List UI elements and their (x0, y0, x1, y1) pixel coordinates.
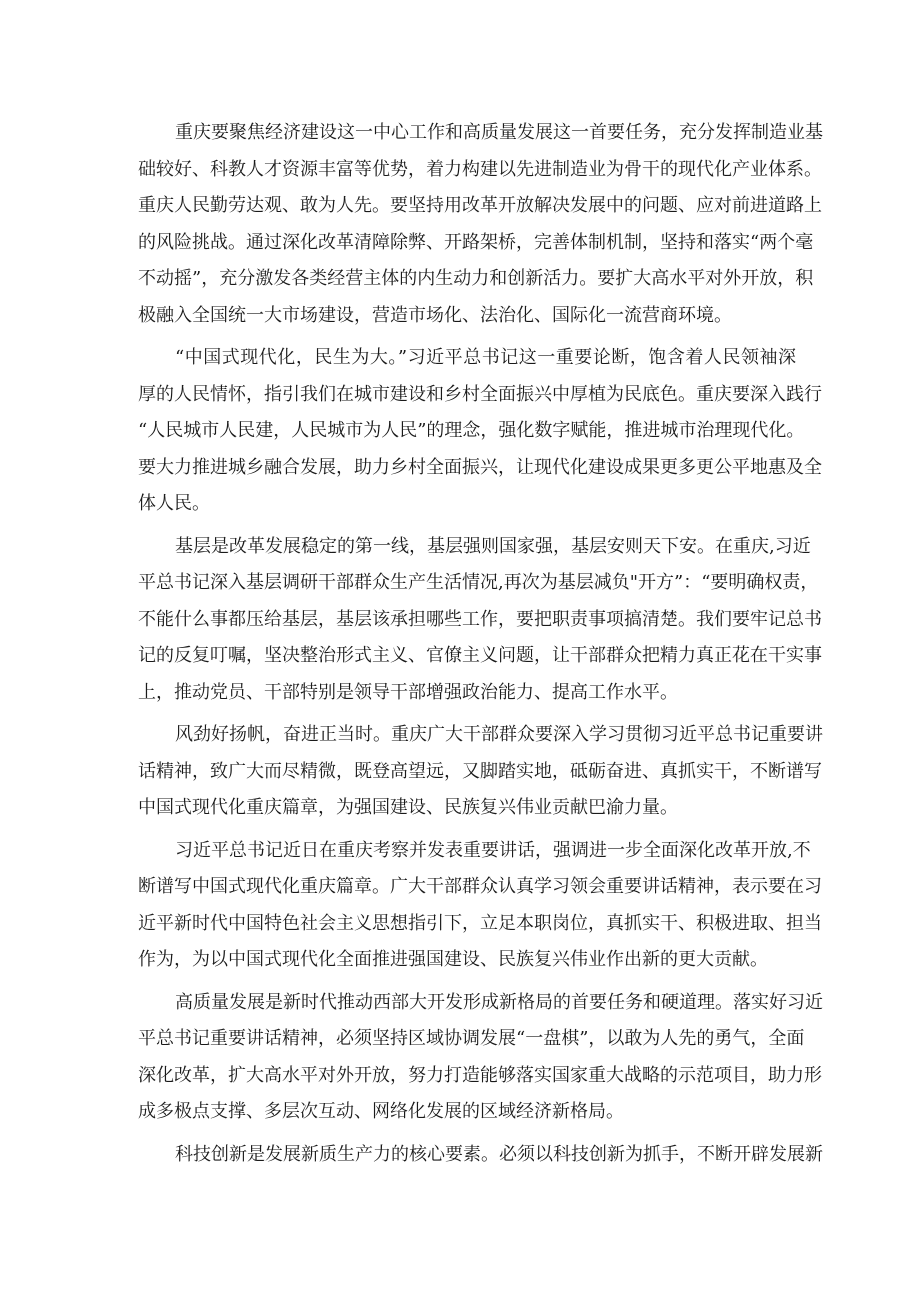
paragraph (138, 717, 823, 827)
text-line: 高质量发展是新时代推动西部大开发形成新格局的首要任务和硬道理。落实好习近 (175, 991, 823, 1013)
paragraph (138, 833, 822, 979)
text-line: 话精神，致广大而尽精微，既登高望远，又脚踏实地，砥砺奋进、真抓实干，不断谱写 (138, 760, 822, 782)
text-line: 重庆人民勤劳达观、敢为人先。要坚持用改革开放解决发展中的问题、应对前进道路上 (138, 195, 822, 216)
text-line: 极融入全国统一大市场建设，营造市场化、法治化、国际化一流营商环境。 (138, 304, 732, 326)
text-line: 的风险挑战。通过深化改革清障除弊、开路架桥，完善体制机制，坚持和落实“两个毫 (138, 231, 814, 253)
text-line: 深化改革，扩大高水平对外开放，努力打造能够落实国家重大战略的示范项目，助力形 (138, 1064, 822, 1086)
text-line: “人民城市人民建，人民城市为人民”的理念，强化数字赋能，推进城市治理现代化。 (138, 420, 805, 441)
text-line: 基层是改革发展稳定的第一线，基层强则国家强，基层安则天下安。在重庆,习近 (175, 535, 811, 557)
text-line: 作为，为以中国式现代化全面推进强国建设、民族复兴伟业作出新的更大贡献。 (138, 949, 768, 970)
text-line: 重庆要聚焦经济建设这一中心工作和高质量发展这一首要任务，充分发挥制造业基 (175, 122, 823, 143)
text-line: 风劲好扬帆，奋进正当时。重庆广大干部群众要深入学习贯彻习近平总书记重要讲 (175, 724, 823, 745)
text-line: 科技创新是发展新质生产力的核心要素。必须以科技创新为抓手，不断开辟发展新 (175, 1143, 823, 1165)
text-line: 上，推动党员、干部特别是领导干部增强政治能力、提高工作水平。 (138, 681, 678, 703)
text-line: 厚的人民情怀，指引我们在城市建设和乡村全面振兴中厚植为民底色。重庆要深入践行 (138, 383, 822, 405)
paragraph (138, 529, 822, 712)
text-line: 不动摇”，充分激发各类经营主体的内生动力和创新活力。要扩大高水平对外开放，积 (138, 268, 814, 289)
paragraph (138, 985, 823, 1131)
text-line: 记的反复叮嘱，坚决整治形式主义、官僚主义问题，让干部群众把精力真正花在干实事 (138, 645, 822, 666)
text-line: 要大力推进城乡融合发展，助力乡村全面振兴，让现代化建设成果更多更公平地惠及全 (138, 456, 822, 478)
text-line: 平总书记重要讲话精神，必须坚持区域协调发展“一盘棋”，以敢为人先的勇气，全面 (138, 1028, 805, 1049)
text-line: 中国式现代化重庆篇章，为强国建设、民族复兴伟业贡献巴渝力量。 (138, 797, 678, 818)
text-line: 不能什么事都压给基层，基层该承担哪些工作，要把职责事项搞清楚。我们要牢记总书 (138, 608, 822, 630)
text-line: 础较好、科教人才资源丰富等优势，着力构建以先进制造业为骨干的现代化产业体系。 (138, 158, 822, 180)
text-line: 成多极点支撑、多层次互动、网络化发展的区域经济新格局。 (138, 1101, 624, 1122)
text-line: “中国式现代化，民生为大。”习近平总书记这一重要论断，饱含着人民领袖深 (175, 347, 796, 368)
paragraph (138, 115, 823, 334)
text-line: 体人民。 (138, 493, 210, 514)
text-line: 平总书记深入基层调研干部群众生产生活情况,再次为基层减负"开方”：“要明确权责， (138, 572, 819, 593)
paragraph (138, 340, 822, 523)
text-line: 断谱写中国式现代化重庆篇章。广大干部群众认真学习领会重要讲话精神，表示要在习 (138, 876, 822, 897)
document-page (138, 115, 823, 1179)
text-line: 近平新时代中国特色社会主义思想指引下，立足本职岗位，真抓实干、积极进取、担当 (138, 912, 822, 934)
paragraph (138, 1137, 823, 1174)
text-line: 习近平总书记近日在重庆考察并发表重要讲话，强调进一步全面深化改革开放,不 (175, 839, 811, 861)
